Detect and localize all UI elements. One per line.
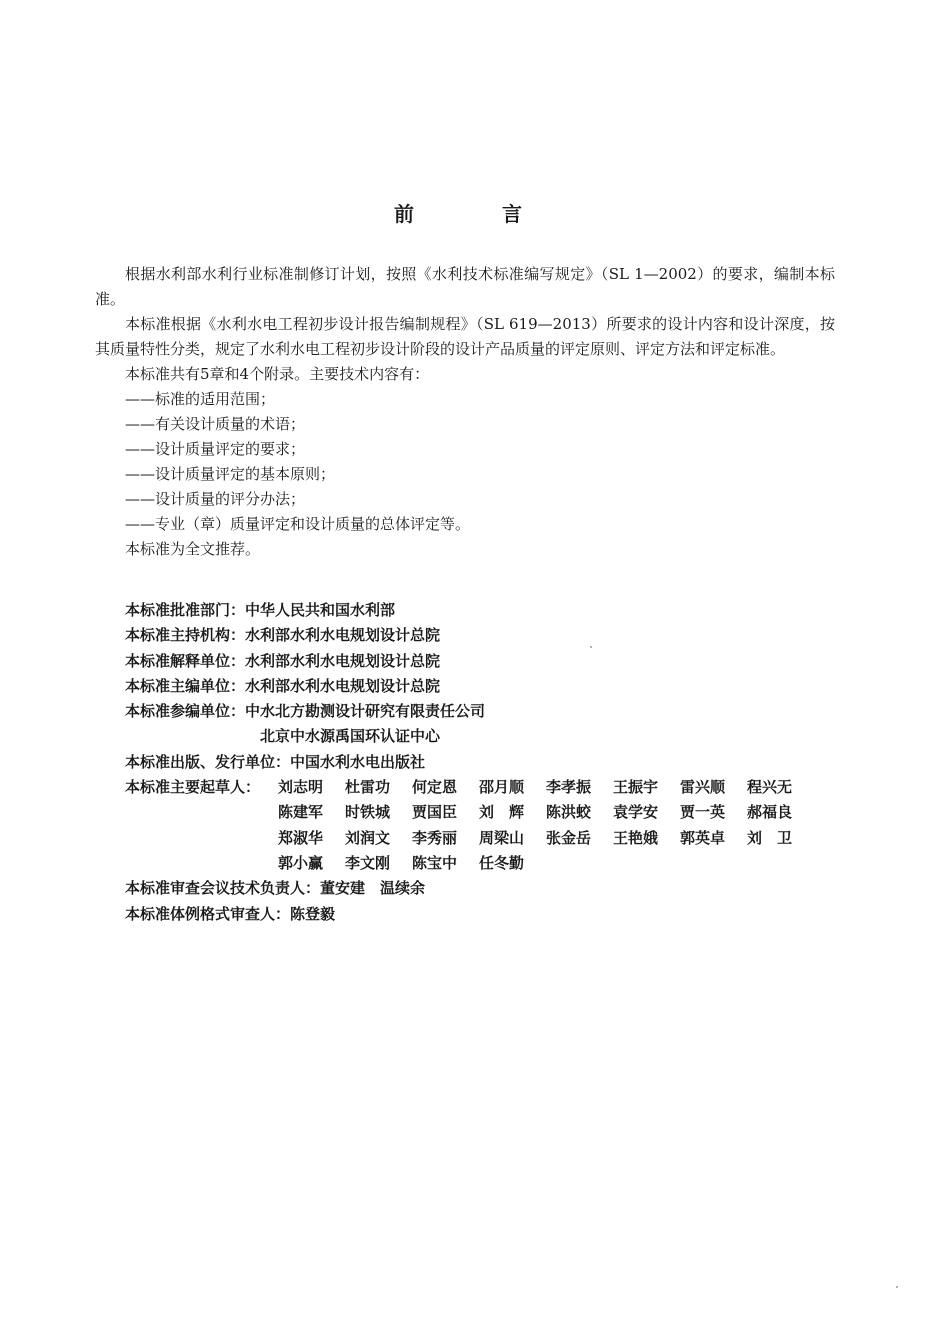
drafter-name: 刘 辉 [479,803,525,822]
list-item: ——标准的适用范围； [125,390,276,408]
drafter-name: 何定恩 [412,778,458,797]
scan-speck [590,646,592,648]
drafter-name: 时铁城 [345,803,391,822]
drafter-name: 郭小赢 [278,853,324,872]
drafter-name: 刘润文 [345,828,391,847]
drafter-name: 陈洪蛟 [546,803,592,822]
review-technical-lead: 本标准审查会议技术负责人：董安建 温续余 [125,879,426,898]
drafter-name: 刘 卫 [747,828,793,847]
drafter-name: 袁学安 [613,803,659,822]
drafter-name: 陈宝中 [412,853,458,872]
list-item: ——设计质量评定的基本原则； [125,465,336,483]
paragraph-1: 根据水利部水利行业标准制修订计划，按照《水利技术标准编写规定》（SL 1—2002）的要求，编制本标准。 [95,265,835,308]
approval-department: 本标准批准部门：中华人民共和国水利部 [125,601,396,619]
drafter-name: 任冬勤 [479,853,525,872]
list-item: ——专业（章）质量评定和设计质量的总体评定等。 [125,515,471,533]
format-reviewer: 本标准体例格式审查人：陈登毅 [125,904,336,923]
drafter-name: 郭英卓 [680,828,726,847]
chief-editor-unit: 本标准主编单位：水利部水利水电规划设计总院 [125,676,441,695]
drafter-name: 程兴无 [747,778,793,797]
drafter-name: 邵月顺 [479,778,525,797]
drafter-name: 李文刚 [345,853,391,872]
closing-paragraph: 本标准为全文推荐。 [125,540,261,558]
standard-info [125,598,825,927]
interpretation-unit: 本标准解释单位：水利部水利水电规划设计总院 [125,651,441,670]
drafter-name: 雷兴顺 [680,778,726,797]
drafters-list [278,775,814,876]
participating-unit: 本标准参编单位：中水北方勘测设计研究有限责任公司 [125,702,486,721]
drafter-name: 周梁山 [479,828,525,847]
drafter-name: 贾一英 [680,803,726,822]
paragraph-3: 本标准共有5章和4个附录。主要技术内容有： [125,365,430,383]
list-item: ——设计质量的评分办法； [125,490,306,508]
preface-body [95,262,835,562]
drafter-name: 李秀丽 [412,828,458,847]
drafter-name: 王振宇 [613,778,659,797]
drafters-section [125,775,825,876]
drafter-name: 陈建军 [278,803,324,822]
drafter-name: 刘志明 [278,778,324,797]
page-title: 前 言 [394,202,556,226]
drafter-name: 郑淑华 [278,828,324,847]
paragraph-2: 本标准根据《水利水电工程初步设计报告编制规程》（SL 619—2013）所要求的设计内容和设计深度，按其质量特性分类，规定了水利水电工程初步设计阶段的设计产品质量的评定原则、评定方法和评定标准。 [95,315,835,358]
drafters-label: 本标准主要起草人： [125,778,261,797]
drafter-name: 杜雷功 [345,778,391,797]
list-item: ——有关设计质量的术语； [125,415,306,433]
list-item: ——设计质量评定的要求； [125,440,306,458]
scan-speck [896,1286,898,1288]
participating-unit-2: 北京中水源禹国环认证中心 [260,727,441,746]
drafter-name: 张金岳 [546,828,592,847]
drafter-name: 王艳娥 [613,828,659,847]
host-organization: 本标准主持机构：水利部水利水电规划设计总院 [125,626,441,645]
drafter-name: 郝福良 [747,803,793,822]
drafter-name: 贾国臣 [412,803,458,822]
drafter-name: 李孝振 [546,778,592,797]
publisher: 本标准出版、发行单位：中国水利水电出版社 [125,752,426,771]
